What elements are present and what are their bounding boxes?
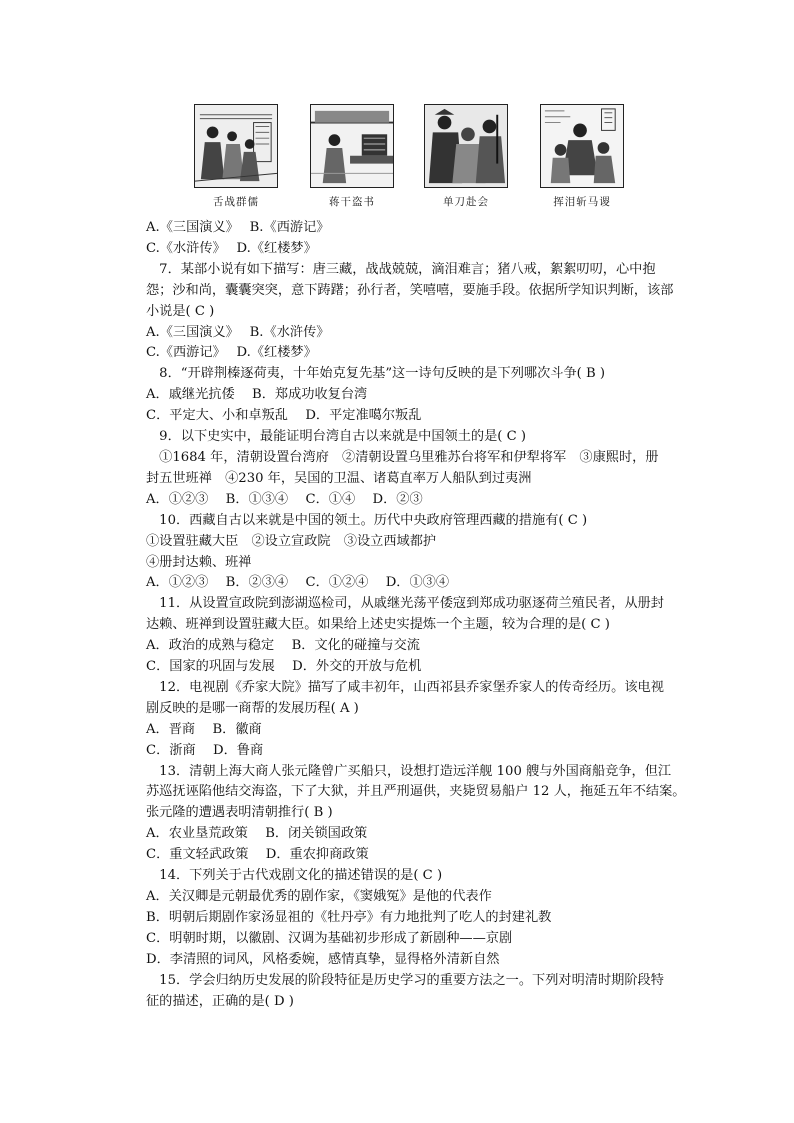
question-line: 达赖、班禅到设置驻藏大臣。如果给上述史实提炼一个主题，较为合理的是( C ) — [146, 617, 610, 633]
question-line: 11．从设置宣政院到澎湖巡检司，从戚继光荡平倭寇到郑成功驱逐荷兰殖民者，从册封 — [146, 596, 664, 612]
option-line: C.《西游记》 D.《红楼梦》 — [146, 345, 317, 361]
question-line: 12．电视剧《乔家大院》描写了咸丰初年，山西祁县乔家堡乔家人的传奇经历。该电视 — [146, 679, 664, 695]
steal-letter-illustration — [310, 104, 394, 188]
option-line: A.《三国演义》 B.《西游记》 — [146, 220, 330, 235]
option-line: A．①②③ B．①③④ C．①④ D．②③ — [146, 491, 423, 507]
question-line: ①1684 年，清朝设置台湾府 ②清朝设置乌里雅苏台将军和伊犁将军 ③康熙时，册 — [146, 449, 659, 465]
option-line: C．重文轻武政策 D．重农抑商政策 — [146, 847, 369, 863]
question-line: ①设置驻藏大臣 ②设立宣政院 ③设立西域都护 — [146, 533, 437, 549]
question-line: 张元隆的遭遇表明清朝推行( B ) — [146, 805, 333, 821]
figure-2 — [310, 104, 394, 209]
figure-3 — [424, 104, 508, 209]
question-line: 15．学会归纳历史发展的阶段特征是历史学习的重要方法之一。下列对明清时期阶段特 — [146, 972, 664, 988]
option-line: C．浙商 D．鲁商 — [146, 742, 264, 758]
option-line: A．晋商 B．徽商 — [146, 721, 262, 737]
option-line: C.《水浒传》 D.《红楼梦》 — [146, 240, 317, 256]
option-line: B．明朝后期剧作家汤显祖的《牡丹亭》有力地批判了吃人的封建礼教 — [146, 909, 552, 925]
figure-caption: 舌战群儒 — [213, 196, 259, 208]
option-line: C．平定大、小和卓叛乱 D．平定准噶尔叛乱 — [146, 408, 422, 424]
question-line: 7．某部小说有如下描写：唐三藏，战战兢兢，滴泪难言；猪八戒，絮絮叨叨，心中抱 — [146, 261, 656, 277]
option-line: D．李清照的词风，风格委婉，感情真挚，显得格外清新自然 — [146, 951, 500, 967]
question-line: 8．“开辟荆榛逐荷夷，十年始克复先基”这一诗句反映的是下列哪次斗争( B ) — [146, 366, 606, 382]
option-line: C．明朝时期，以徽剧、汉调为基础初步形成了新剧种——京剧 — [146, 930, 513, 946]
question-line: 征的描述，正确的是( D ) — [146, 993, 294, 1009]
figure-caption: 蒋干盗书 — [329, 196, 375, 208]
execution-illustration — [540, 104, 624, 188]
illustration-strip — [190, 104, 630, 214]
single-sword-meeting-illustration — [424, 104, 508, 188]
question-line: 10．西藏自古以来就是中国的领土。历代中央政府管理西藏的措施有( C ) — [146, 512, 588, 528]
question-line: 剧反映的是哪一商帮的发展历程( A ) — [146, 700, 359, 716]
question-line: 13．清朝上海大商人张元隆曾广买船只，设想打造远洋舰 100 艘与外国商船竞争，但江 — [146, 763, 672, 779]
option-line: A.《三国演义》 B.《水浒传》 — [146, 324, 330, 340]
figure-1 — [194, 104, 278, 209]
question-line: 9．以下史实中，最能证明台湾自古以来就是中国领土的是( C ) — [146, 429, 527, 445]
option-line: C．国家的巩固与发展 D．外交的开放与危机 — [146, 659, 422, 675]
question-line: 小说是( C ) — [146, 303, 215, 319]
scholars-debate-illustration — [194, 104, 278, 188]
option-line: A．政治的成熟与稳定 B．文化的碰撞与交流 — [146, 638, 420, 654]
option-line: A．戚继光抗倭 B．郑成功收复台湾 — [146, 387, 368, 403]
option-line: A．农业垦荒政策 B．闭关锁国政策 — [146, 826, 368, 842]
option-line: A．①②③ B．②③④ C．①②④ D．①③④ — [146, 575, 450, 591]
figure-4 — [540, 104, 624, 209]
question-line: 苏巡抚诬陷他结交海盗，下了大狱，并且严刑逼供，夹毙贸易船户 12 人，拖延五年不结案。 — [146, 784, 686, 800]
question-line: ④册封达赖、班禅 — [146, 554, 252, 570]
figure-caption: 挥泪斩马谡 — [553, 196, 611, 208]
question-text — [146, 218, 686, 1012]
question-line: 14．下列关于古代戏剧文化的描述错误的是( C ) — [146, 868, 443, 884]
question-line: 封五世班禅 ④230 年，吴国的卫温、诸葛直率万人船队到过夷洲 — [146, 470, 532, 486]
option-line: A．关汉卿是元朝最优秀的剧作家，《窦娥冤》是他的代表作 — [146, 889, 492, 904]
figure-caption: 单刀赴会 — [443, 196, 489, 208]
question-line: 怨；沙和尚，囊囊突突，意下踌躇；孙行者，笑嘻嘻，要施手段。依据所学知识判断，该部 — [146, 282, 674, 298]
